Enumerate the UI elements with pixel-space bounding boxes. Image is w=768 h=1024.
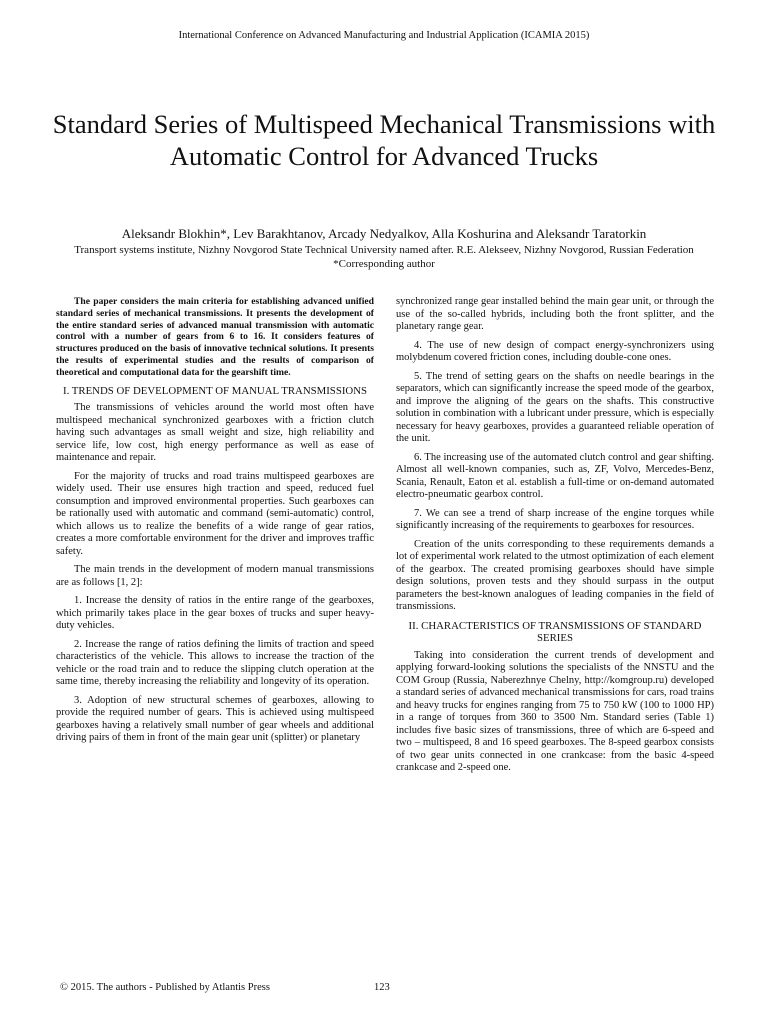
affiliation-block: [40, 244, 728, 271]
list-item: 6. The increasing use of the automated clutch control and gear shifting. Almost all well-known companies, such as, ZF, Volvo, Mercedes-Benz, Scania, Renault, Eaton et al. establish a full-time or on-demand automated electro-pneumatic gearbox control.: [396, 451, 714, 500]
section-heading: I. TRENDS OF DEVELOPMENT OF MANUAL TRANSMISSIONS: [62, 384, 368, 397]
list-item: 7. We can see a trend of sharp increase of the engine torques while significantly increasing of the requirements to gearboxes for resources.: [396, 507, 714, 531]
paragraph: Creation of the units corresponding to these requirements demands a lot of experimental work related to the utmost optimization of each element of the gearbox. The created promising gearboxes should have simple design solutions, proven tests and they should surpass in the output parameters the best-known analogues of leading companies in the field of transmissions.: [396, 538, 714, 612]
corresponding-author-note: *Corresponding author: [333, 257, 435, 270]
section-heading: II. CHARACTERISTICS OF TRANSMISSIONS OF STANDARD SERIES: [408, 619, 702, 644]
conference-header: International Conference on Advanced Manufacturing and Industrial Application (ICAMIA 2015): [178, 30, 590, 41]
list-item: 3. Adoption of new structural schemes of gearboxes, allowing to provide the required number of gears. This is achieved using multispeed gearboxes having a relatively small number of gear wheels and additional driving pairs of them in front of the main gear unit (splitter) or planetary: [56, 694, 374, 744]
list-item: 1. Increase the density of ratios in the entire range of the gearboxes, which primarily takes place in the gear boxes of trucks and super heavy-duty vehicles.: [56, 595, 374, 632]
paragraph: For the majority of trucks and road trains multispeed gearboxes are widely used. Their use ensures high traction and speed, reduced fuel consumption and improved environmental properties. Such gearboxes can be rationally used with automatic and command (semi-automatic) control, which allows us to realize the benefits of a wide range of gear ratios, creates a more comfortable environment for the driver and improves traffic safety.: [56, 470, 374, 557]
page-number: 123: [374, 982, 390, 993]
list-item: 2. Increase the range of ratios defining the limits of traction and speed characteristics of the vehicle. This allows to increase the traction of the vehicle or the road train and to reduce the slipping clutch operation at the same time, thereby increasing the reliability and longevity of its operation.: [56, 638, 374, 688]
paragraph: The transmissions of vehicles around the world most often have multispeed mechanical synchronized gearboxes with a friction clutch having such advantages as small weight and size, high reliability and service life, low cost, high energy performance as well as ease of maintenance and repair.: [56, 402, 374, 464]
paper-title: Standard Series of Multispeed Mechanical Transmissions with Automatic Control for Advanced Trucks: [52, 109, 716, 171]
list-item: 5. The trend of setting gears on the shafts on needle bearings in the separators, which can significantly increase the speed mode of the gearbox, and improve the aligning of the gears on the shafts. This constructive solution in combination with a lubricant under pressure, which is especially necessary for heavy gearboxes, provides a guaranteed reliable operation of the unit.: [396, 370, 714, 444]
affiliation: Transport systems institute, Nizhny Novgorod State Technical University named after. R.E. Alekseev, Nizhny Novgorod, Russian Federation: [74, 244, 694, 256]
paragraph-continuation: synchronized range gear installed behind the main gear unit, or through the use of the so-called hybrids, including both the front splitter, and the planetary range gear.: [396, 296, 714, 332]
copyright-footer: © 2015. The authors - Published by Atlantis Press: [60, 982, 270, 993]
paragraph: The main trends in the development of modern manual transmissions are as follows [1, 2]:: [56, 564, 374, 588]
author-list: Aleksandr Blokhin*, Lev Barakhtanov, Arcady Nedyalkov, Alla Koshurina and Aleksandr Taratorkin: [121, 226, 647, 241]
paragraph: Taking into consideration the current trends of development and applying forward-looking solutions the specialists of the NNSTU and the COM Group (Russia, Naberezhnye Chelny, http://komgroup.ru) developed a standard series of advanced mechanical transmissions for cars, road trains and heavy trucks for engines ranging from 75 to 750 kW (100 to 1000 HP) in a range of torques from 360 to 3500 Nm. Standard series (Table 1) includes five basic sizes of transmissions, three of which are 6-speed and two – multispeed, 8 and 16 speed gearboxes. The 8-speed gearbox consists of two gear units connected in one crankcase: from the basic 4-speed crankcase and 2-speed one.: [396, 649, 714, 773]
abstract: The paper considers the main criteria for establishing advanced unified standard series of mechanical transmissions. It presents the development of the entire standard series of advanced manual transmission with automatic control with a number of gears from 6 to 16. It considers features of structures produced on the basis of innovative technical solutions. It presents the results of experimental studies and the results of comparison of theoretical and computational data for the gearshift time.: [56, 296, 374, 378]
left-column: [56, 296, 374, 751]
list-item: 4. The use of new design of compact energy-synchronizers using molybdenum covered friction cones, including double-cone ones.: [396, 339, 714, 363]
right-column: [396, 296, 714, 781]
